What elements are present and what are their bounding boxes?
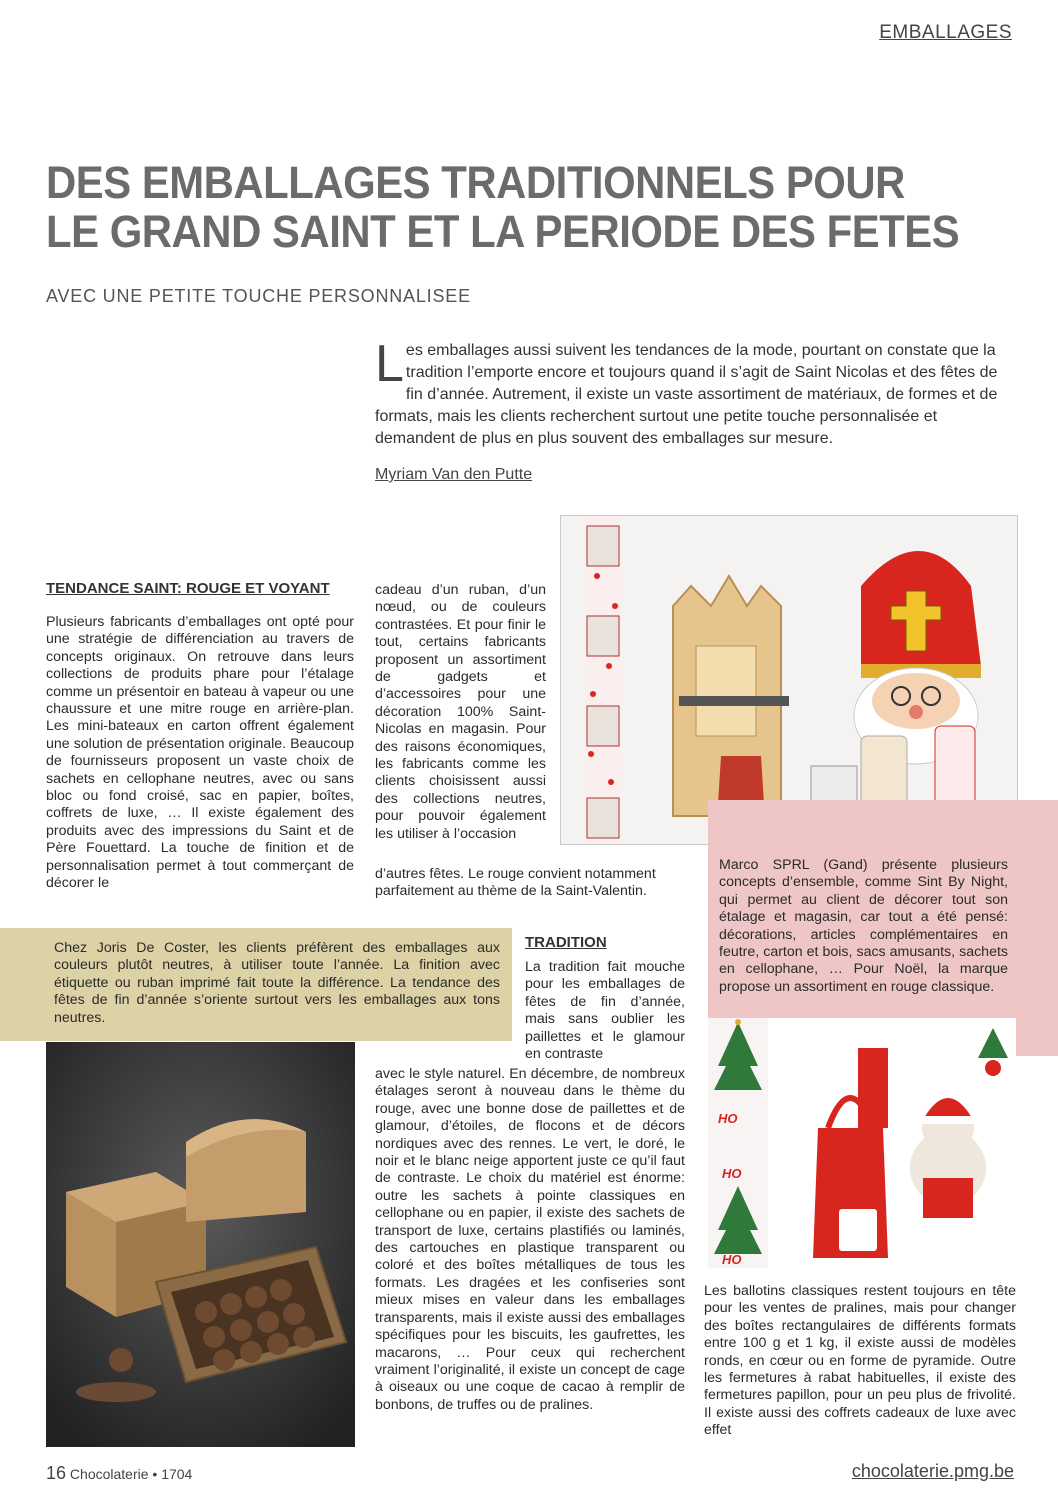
column-1-text: Plusieurs fabricants d’emballages ont opté pour une stratégie de différenciation au travers de concepts originaux. On retrouve dans leurs collections de produits phare pour l’étalage comme un présentoir en bateau à vapeur ou une chaussure et une mitre rouge en arrière-plan. Les mini-bateaux en carton offrent également une solution de présentation originale. Beaucoup de fournisseurs proposent un vaste choix de sachets en cellophane neutres, avec ou sans bloc ou fond croisé, sac en papier, boîtes, coffrets de luxe, … Il existe également des produits avec des impressions du Saint et de Père Fouettard. La touche de finition et de personnalisation permet à tout commerçant de décorer le bbox=[46, 614, 354, 892]
photo-christmas-products bbox=[708, 1018, 1016, 1268]
article-subtitle: AVEC UNE PETITE TOUCHE PERSONNALISEE bbox=[46, 286, 471, 306]
ho-label-1: HO bbox=[718, 1111, 738, 1126]
page-number: 16 bbox=[46, 1463, 67, 1483]
column-2-text: cadeau d’un ruban, d’un nœud, ou de couleurs contrastées. Et pour finir le tout, certains fabricants proposent un assortiment de gadgets et d’accessoires pour une décoration 100% Saint-Nicolas en magasin. Pour des raisons économiques, les fabricants comme les clients choisissent aussi des collections neutres, pour pouvoir également les utiliser à l’occasion bbox=[375, 582, 546, 842]
section-heading-tendance: TENDANCE SAINT: ROUGE ET VOYANT bbox=[46, 580, 330, 597]
ho-label-2: HO bbox=[722, 1166, 742, 1181]
author-byline[interactable]: Myriam Van den Putte bbox=[375, 466, 533, 483]
magazine-issue: Chocolaterie • 1704 bbox=[69, 1466, 193, 1482]
tradition-text-wide: avec le style naturel. En décembre, de nombreux étalages seront à nouveau dans le thème du rouge, avec une bonne dose de paillettes et de glamour, d’étoiles, de flocons et de décors nordiques avec des rennes. Le vert, le doré, le noir et le blanc neige apportent juste ce qu’il faut de contraste. Le choix du matériel est énorme: outre les sachets à pointe classiques en cellophane ou en papier, il existe des sachets de transport de luxe, certains plastifiés ou laminés, des cartouches en plastique transparent ou coloré et des boîtes métalliques de tous les formats. Les dragées et les confiseries sont mieux mises en valeur dans les emballages transparents, mais il existe aussi des emballages spécifiques pour les biscuits, les gaufrettes, les macarons, … Pour ceux qui recherchent vraiment l’originalité, il existe un concept de cage à oiseaux ou une coque de cacao à remplir de bonbons, de truffes ou de pralines. bbox=[375, 1066, 685, 1413]
caption-joris-text: Chez Joris De Coster, les clients préfèrent des emballages aux couleurs plutôt neutres, à utiliser toute l’année. La finition avec étiquette ou ruban imprimé fait toute la différence. La tendance des fêtes de fin d’année s’oriente surtout vers les emballages aux tons neutres. bbox=[54, 940, 500, 1026]
article-title bbox=[46, 157, 960, 257]
intro-paragraph bbox=[375, 335, 1015, 450]
section-tag: EMBALLAGES bbox=[879, 22, 1012, 43]
christmas-products-illustration bbox=[708, 1018, 1016, 1268]
section-heading-tradition: TRADITION bbox=[525, 934, 607, 951]
caption-marco-text: Marco SPRL (Gand) présente plusieurs concepts d’ensemble, comme Sint By Night, qui permet au client de décorer tout son étalage et magasin, car tout a été pensé: décorations, articles complémentaires en feutre, carton et bois, sacs amusants, sachets en cellophane, … Pour Noël, la marque propose un assortiment en rouge classique. bbox=[719, 857, 1008, 995]
footer-url-link[interactable]: chocolaterie.pmg.be bbox=[851, 1461, 1014, 1481]
photo-saint-nicolas-display bbox=[560, 515, 1018, 845]
column-2-tail-text: d’autres fêtes. Le rouge convient notamment parfaitement au thème de la Saint-Valentin. bbox=[375, 866, 656, 900]
intro-text: es emballages aussi suivent les tendances de la mode, pourtant on constate que la tradition l’emporte encore et toujours quand il s’agit de Saint Nicolas et des fêtes de fin d’année. Autrement, il existe un vaste assortiment de matériaux, de formes et de formats, mais les clients recherchent surtout une petite touche personnalisée et demandent de plus en plus souvent des emballages sur mesure. bbox=[375, 342, 998, 447]
footer-page-info bbox=[46, 1463, 192, 1484]
title-line-1: DES EMBALLAGES TRADITIONNELS POUR bbox=[46, 157, 905, 208]
ho-label-3: HO bbox=[722, 1252, 742, 1267]
right-column-text: Les ballotins classiques restent toujours en tête pour les ventes de pralines, mais pour changer des boîtes rectangulaires de différents formats entre 100 g et 1 kg, il existe aussi de modèles ronds, en cœur ou en forme de pyramide. Outre les fermetures à rabat habituelles, il existe des fermetures papillon, pour un peu plus de frivolité. Il existe aussi des coffrets cadeaux de luxe avec effet bbox=[704, 1283, 1016, 1439]
title-line-2: LE GRAND SAINT ET LA PERIODE DES FETES bbox=[46, 206, 960, 257]
kraft-boxes-illustration bbox=[46, 1042, 355, 1447]
saint-display-illustration bbox=[561, 516, 1017, 844]
tradition-text-narrow: La tradition fait mouche pour les emballages de fêtes de fin d’année, mais sans oublier les paillettes et le glamour en contraste bbox=[525, 959, 685, 1063]
drop-cap: L bbox=[375, 335, 404, 393]
photo-kraft-boxes bbox=[46, 1042, 355, 1447]
